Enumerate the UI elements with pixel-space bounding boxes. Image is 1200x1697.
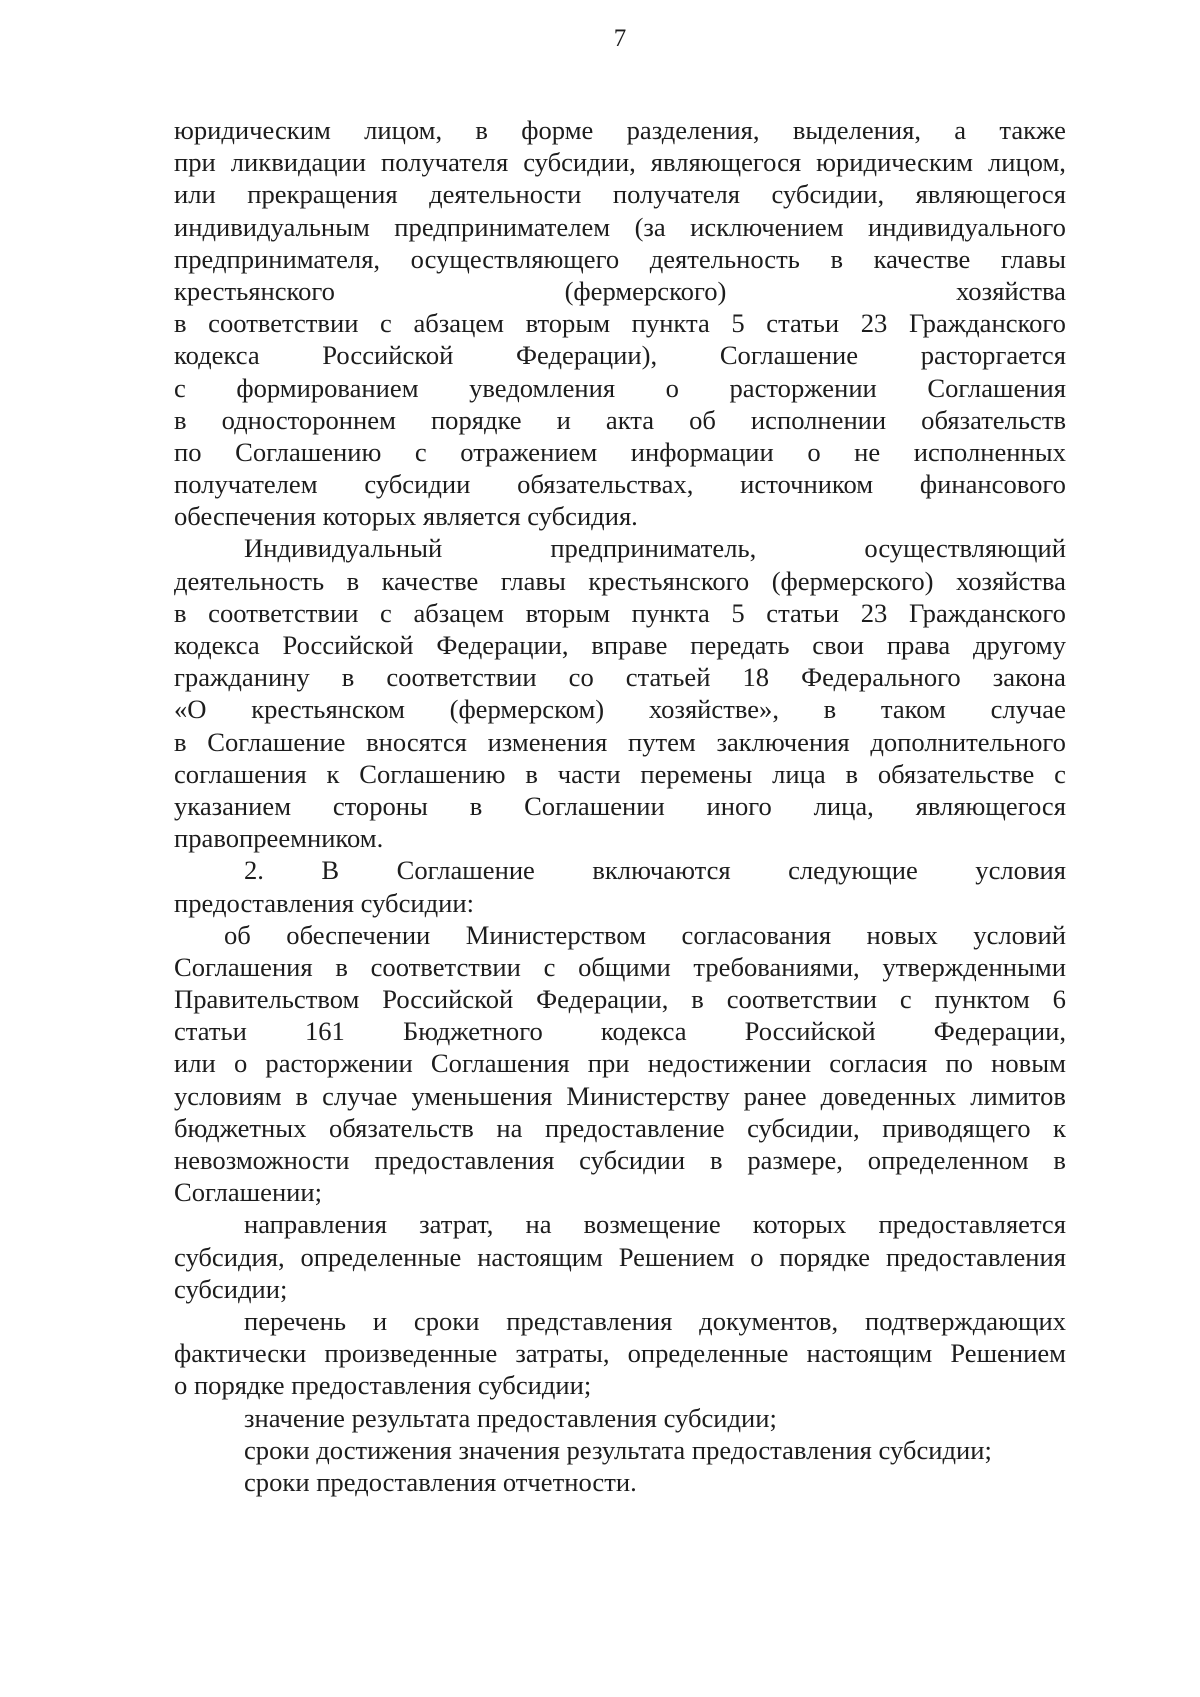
text-line: фактически произведенные затраты, определенные настоящим Решением bbox=[174, 1338, 1066, 1369]
text-line: Индивидуальный предприниматель, осуществляющий bbox=[244, 533, 1066, 564]
text-line: или о расторжении Соглашения при недостижении согласия по новым bbox=[174, 1048, 1066, 1079]
text-line: сроки достижения значения результата предоставления субсидии; bbox=[244, 1434, 992, 1465]
text-line: невозможности предоставления субсидии в размере, определенном в bbox=[174, 1145, 1066, 1175]
text-line: юридическим лицом, в форме разделения, выделения, а также bbox=[174, 115, 1066, 145]
text-line: перечень и сроки представления документов, подтверждающих bbox=[244, 1305, 1066, 1336]
text-line: в Соглашение вносятся изменения путем заключения дополнительного bbox=[174, 726, 1066, 757]
text-line: субсидия, определенные настоящим Решением о порядке предоставления bbox=[174, 1241, 1066, 1272]
text-line: гражданину в соответствии со статьей 18 Федерального закона bbox=[174, 662, 1066, 693]
page-number: 7 bbox=[613, 25, 627, 52]
text-line: деятельность в качестве главы крестьянского (фермерского) хозяйства bbox=[174, 565, 1066, 596]
text-line: Соглашении; bbox=[174, 1177, 323, 1208]
text-line: значение результата предоставления субсидии; bbox=[244, 1402, 777, 1433]
text-line: о порядке предоставления субсидии; bbox=[174, 1370, 592, 1401]
text-line: в соответствии с абзацем вторым пункта 5 статьи 23 Гражданского bbox=[174, 308, 1066, 339]
text-line: правопреемником. bbox=[174, 823, 384, 854]
text-line: при ликвидации получателя субсидии, являющегося юридическим лицом, bbox=[174, 147, 1066, 178]
text-line: обеспечения которых является субсидия. bbox=[174, 501, 638, 532]
text-line: указанием стороны в Соглашении иного лица, являющегося bbox=[174, 790, 1066, 821]
text-line: с формированием уведомления о расторжении Соглашения bbox=[174, 372, 1066, 403]
text-line: направления затрат, на возмещение которых предоставляется bbox=[244, 1209, 1066, 1240]
text-line: кодекса Российской Федерации, вправе передать свои права другому bbox=[174, 630, 1066, 660]
text-line: или прекращения деятельности получателя субсидии, являющегося bbox=[174, 179, 1066, 210]
text-line: кодекса Российской Федерации), Соглашение расторгается bbox=[174, 340, 1066, 371]
text-line: Соглашения в соответствии с общими требованиями, утвержденными bbox=[174, 951, 1066, 982]
text-line: предоставления субсидии: bbox=[174, 887, 474, 918]
text-line: по Соглашению с отражением информации о не исполненных bbox=[174, 436, 1066, 467]
text-line: Правительством Российской Федерации, в соответствии с пунктом 6 bbox=[174, 984, 1066, 1015]
text-line: получателем субсидии обязательствах, источником финансового bbox=[174, 469, 1066, 500]
text-line: в соответствии с абзацем вторым пункта 5 статьи 23 Гражданского bbox=[174, 597, 1066, 628]
text-line: индивидуальным предпринимателем (за исключением индивидуального bbox=[174, 211, 1066, 242]
text-line: «О крестьянском (фермерском) хозяйстве», в таком случае bbox=[174, 694, 1066, 725]
text-line: предпринимателя, осуществляющего деятельность в качестве главы bbox=[174, 243, 1066, 274]
text-line: статьи 161 Бюджетного кодекса Российской Федерации, bbox=[174, 1016, 1066, 1047]
text-line: крестьянского (фермерского) хозяйства bbox=[174, 275, 1066, 306]
document-body bbox=[174, 114, 1066, 1498]
text-line: об обеспечении Министерством согласования новых условий bbox=[224, 919, 1066, 950]
text-line: соглашения к Соглашению в части перемены лица в обязательстве с bbox=[174, 758, 1066, 789]
text-line: бюджетных обязательств на предоставление субсидии, приводящего к bbox=[174, 1112, 1066, 1143]
text-line: условиям в случае уменьшения Министерству ранее доведенных лимитов bbox=[174, 1080, 1066, 1111]
text-line: в одностороннем порядке и акта об исполнении обязательств bbox=[174, 404, 1066, 435]
text-line: сроки предоставления отчетности. bbox=[244, 1466, 637, 1497]
text-line: субсидии; bbox=[174, 1273, 288, 1304]
text-line: 2. В Соглашение включаются следующие условия bbox=[244, 855, 1066, 886]
